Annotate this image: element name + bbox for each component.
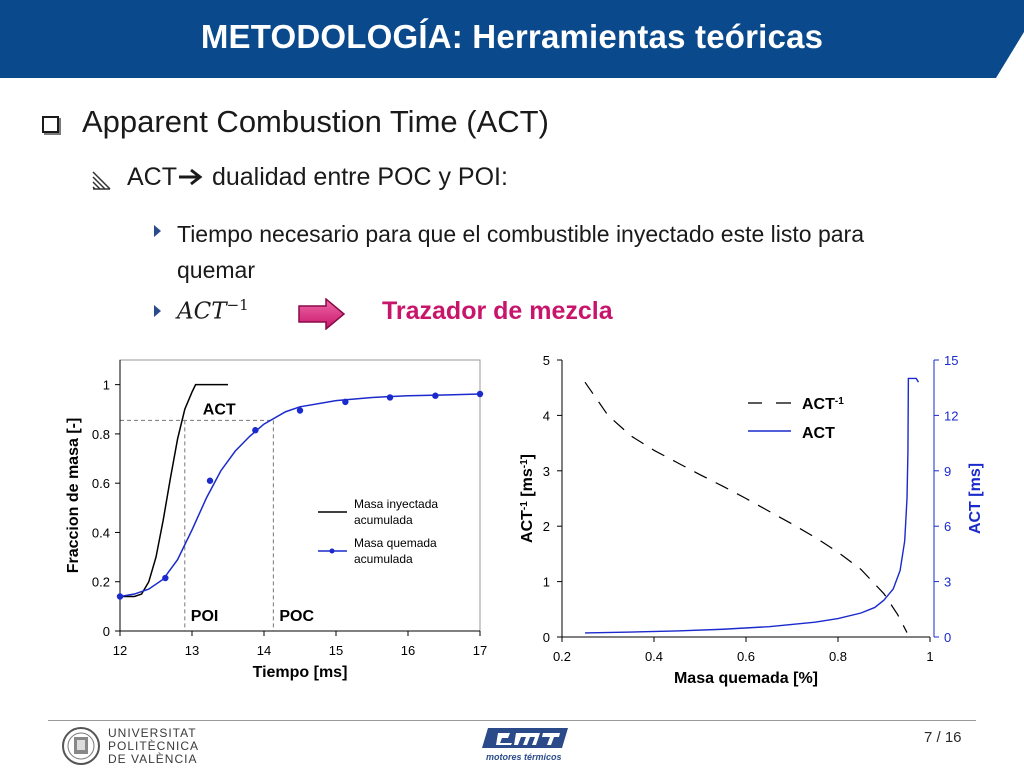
x-tick-label: 0.8 [828, 649, 848, 664]
legend [318, 497, 438, 566]
left-y-tick-label: 3 [542, 463, 550, 479]
act-chart [500, 345, 1010, 695]
university-name [108, 727, 199, 766]
burned-mass-marker [252, 427, 258, 433]
x-axis-label: Tiempo [ms] [252, 664, 348, 681]
right-y-tick-label: 12 [944, 408, 959, 424]
poc-label: POC [279, 608, 315, 625]
right-y-tick-label: 15 [944, 353, 959, 368]
upv-seal-logo [60, 726, 102, 766]
burned-mass-line [120, 394, 480, 597]
x-axis-label: Masa quemada [%] [673, 670, 819, 687]
university-line-2: POLITÈCNICA [108, 739, 200, 753]
y-axis-label: Fraccion de masa [-] [65, 417, 82, 574]
x-tick-label: 17 [472, 643, 488, 658]
y-tick-label: 1 [102, 377, 110, 393]
university-line-1: UNIVERSITAT [108, 726, 197, 740]
right-arrow-icon [177, 167, 205, 187]
burned-mass-marker [477, 391, 483, 397]
right-y-tick-label: 6 [944, 519, 952, 535]
slide-title: METODOLOGÍA: Herramientas teóricas [200, 18, 824, 55]
pink-arrow-icon [298, 298, 346, 330]
bullet-level3-tiempo: Tiempo necesario para que el combustible inyectado este listo para quemar [177, 221, 864, 283]
act-inverse-exponent: −1 [226, 296, 249, 314]
right-y-tick-label: 9 [944, 463, 952, 479]
bullet-level1-text: Apparent Combustion Time (ACT) [82, 104, 549, 139]
legend-injected-label-2: acumulada [354, 513, 413, 527]
triangle-bullet-icon [154, 305, 161, 317]
legend-burned-marker [330, 549, 335, 554]
y-tick-label: 0.2 [91, 574, 110, 590]
burned-mass-marker [432, 393, 438, 399]
burned-mass-marker [207, 478, 213, 484]
right-y-tick-label: 0 [944, 630, 952, 645]
y-tick-label: 0.4 [91, 525, 110, 541]
act-line [585, 378, 919, 632]
left-y-tick-label: 5 [542, 353, 550, 368]
bullet-level2-text: dualidad entre POC y POI: [205, 163, 508, 191]
x-tick-label: 0.4 [644, 649, 664, 664]
x-tick-label: 13 [184, 643, 200, 658]
poi-label: POI [190, 608, 219, 625]
legend-burned-label-2: acumulada [354, 552, 413, 566]
burned-mass-marker [117, 593, 123, 599]
x-tick-label: 0.2 [552, 649, 572, 664]
y-tick-label: 0.8 [91, 426, 110, 442]
plot-frame [120, 360, 480, 631]
legend-act-inverse-label: $ACT^{-1}$ [802, 395, 844, 413]
footer-divider [48, 720, 976, 721]
act-inverse-line [585, 382, 907, 632]
y-tick-label: 0 [102, 624, 110, 639]
left-axis-label: $ACT^{-1}$ $[ms^{-1}]$ [518, 454, 536, 543]
act-inverse-base: ACT [177, 298, 227, 325]
bullet-level2-act: ACT [127, 163, 177, 191]
page-number: 7 / 16 [924, 729, 962, 746]
triangle-bullet-icon [154, 225, 161, 237]
university-line-3: DE VALÈNCIA [108, 752, 198, 766]
left-y-tick-label: 2 [542, 519, 550, 535]
bullet-level3-act-inverse [177, 296, 249, 325]
cmt-logo [480, 726, 570, 750]
x-tick-label: 1 [926, 649, 934, 664]
burned-mass-marker [162, 575, 168, 581]
legend-injected-label-1: Masa inyectada [354, 497, 439, 511]
x-tick-label: 0.6 [736, 649, 756, 664]
y-tick-label: 0.6 [91, 476, 110, 492]
burned-mass-marker [387, 394, 393, 400]
burned-mass-marker [297, 407, 303, 413]
act-annotation: ACT [202, 401, 236, 419]
header-bar [0, 0, 1024, 78]
cmt-subtitle: motores térmicos [486, 752, 562, 762]
burned-mass-marker [342, 399, 348, 405]
right-y-tick-label: 3 [944, 574, 952, 590]
trazador-label: Trazador de mezcla [382, 297, 613, 325]
left-y-tick-label: 1 [542, 574, 550, 590]
left-y-tick-label: 4 [542, 408, 550, 424]
legend-act-label: ACT [802, 425, 835, 442]
legend [748, 396, 844, 443]
right-axis-label: ACT [ms] [967, 462, 984, 535]
x-tick-label: 14 [256, 643, 272, 658]
x-tick-label: 15 [328, 643, 344, 658]
mass-fraction-chart [60, 350, 500, 690]
legend-burned-label-1: Masa quemada [354, 536, 437, 550]
x-tick-label: 12 [112, 643, 128, 658]
x-tick-label: 16 [400, 643, 416, 658]
hatched-triangle-icon [92, 170, 112, 190]
left-y-tick-label: 0 [542, 630, 550, 645]
checkbox-bullet-icon [42, 116, 59, 133]
